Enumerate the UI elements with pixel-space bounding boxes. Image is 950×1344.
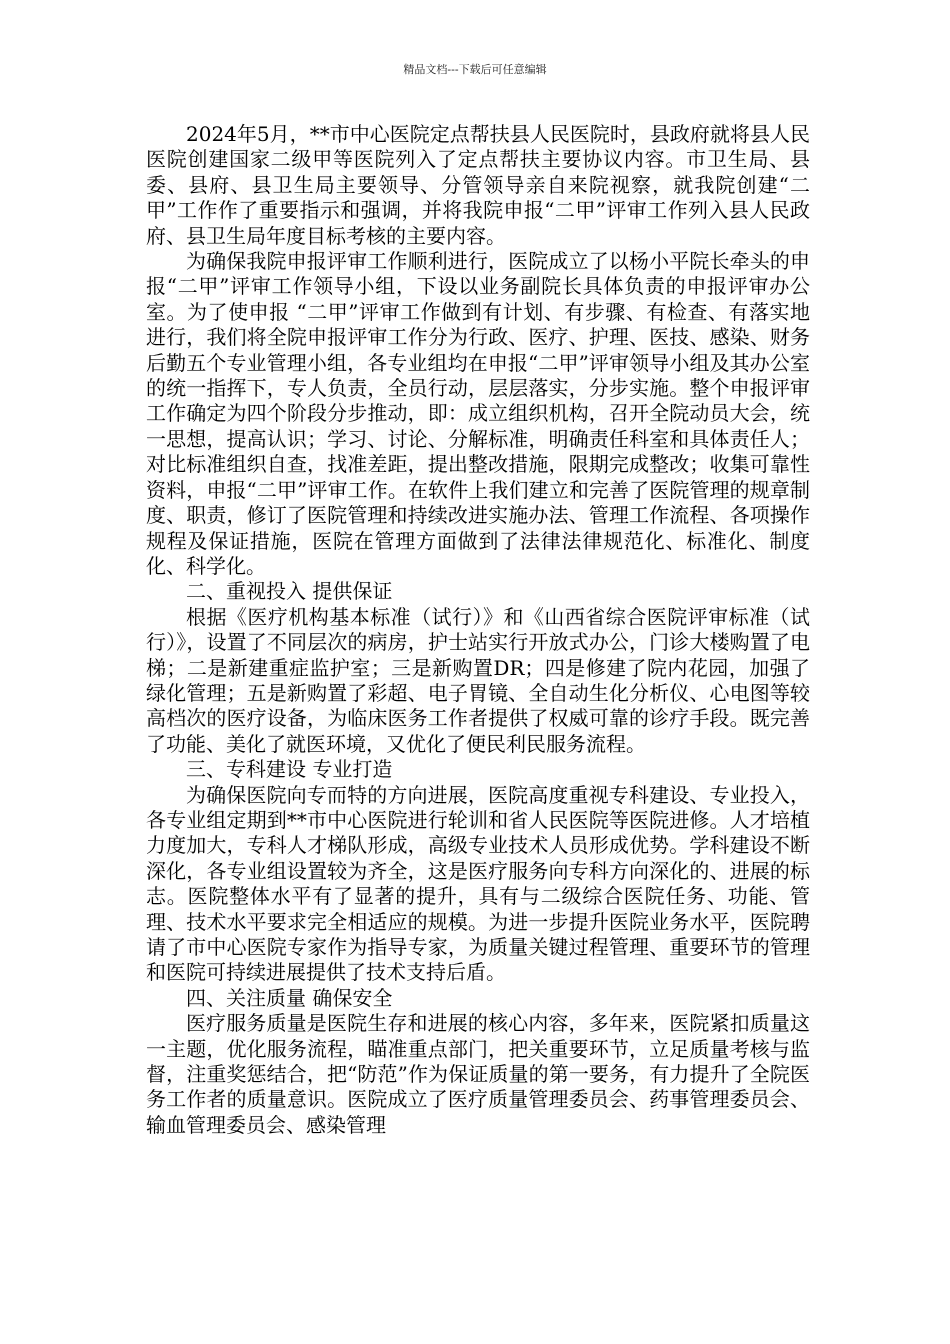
section-heading-investment: 二、重视投入 提供保证 bbox=[186, 579, 393, 604]
paragraph-intro: 2024年5月，**市中心医院定点帮扶县人民医院时，县政府就将县人民医院创建国家二级甲等医院列入了定点帮扶主要协议内容。市卫生局、县委、县府、县卫生局主要领导、分管领导亲自来院视察，就我院创建“二甲”工作作了重要指示和强调，并将我院申报“二甲”评审工作列入县人民政府、县卫生局年度目标考核的主要内容。 bbox=[146, 122, 810, 248]
page-header: 精品文档---下载后可任意编辑 bbox=[403, 63, 547, 76]
section-heading-specialty: 三、专科建设 专业打造 bbox=[186, 757, 393, 782]
section-heading-quality: 四、关注质量 确保安全 bbox=[186, 985, 393, 1010]
paragraph-specialty: 为确保医院向专而特的方向进展，医院高度重视专科建设、专业投入，各专业组定期到**市中心医院进行轮训和省人民医院等医院进修。人才培植力度加大，专科人才梯队形成，高级专业技术人员形成优势。学科建设不断深化，各专业组设置较为齐全，这是医疗服务向专科方向深化的、进展的标志。医院整体水平有了显著的提升，具有与二级综合医院任务、功能、管理、技术水平要求完全相适应的规模。为进一步提升医院业务水平，医院聘请了市中心医院专家作为指导专家，为质量关键过程管理、重要环节的管理和医院可持续进展提供了技术支持后盾。 bbox=[146, 782, 810, 985]
paragraph-organization: 为确保我院申报评审工作顺利进行，医院成立了以杨小平院长牵头的申报“二甲”评审工作领导小组，下设以业务副院长具体负责的申报评审办公室。为了使申报 “二甲”评审工作做到有计划、有步骤、有检查、有落实地进行，我们将全院申报评审工作分为行政、医疗、护理、医技、感染、财务后勤五个专业管理小组，各专业组均在申报“二甲”评审领导小组及其办公室的统一指挥下，专人负责，全员行动，层层落实，分步实施。整个申报评审工作确定为四个阶段分步推动，即：成立组织机构，召开全院动员大会，统一思想，提高认识；学习、讨论、分解标准，明确责任科室和具体责任人；对比标准组织自查，找准差距，提出整改措施，限期完成整改；收集可靠性资料，申报“二甲”评审工作。在软件上我们建立和完善了医院管理的规章制度、职责，修订了医院管理和持续改进实施办法、管理工作流程、各项操作规程及保证措施，医院在管理方面做到了法律法律规范化、标准化、制度化、科学化。 bbox=[146, 249, 810, 578]
paragraph-investment: 根据《医疗机构基本标准（试行）》和《山西省综合医院评审标准（试行）》，设置了不同层次的病房，护士站实行开放式办公，门诊大楼购置了电梯；二是新建重症监护室；三是新购置DR；四是修建了院内花园，加强了绿化管理；五是新购置了彩超、电子胃镜、全自动生化分析仪、心电图等较高档次的医疗设备，为临床医务工作者提供了权威可靠的诊疗手段。既完善了功能、美化了就医环境，又优化了便民利民服务流程。 bbox=[146, 604, 810, 756]
paragraph-quality: 医疗服务质量是医院生存和进展的核心内容，多年来，医院紧扣质量这一主题，优化服务流程，瞄准重点部门，把关重要环节，立足质量考核与监督，注重奖惩结合，把“防范”作为保证质量的第一要务，有力提升了全院医务工作者的质量意识。医院成立了医疗质量管理委员会、药事管理委员会、输血管理委员会、感染管理 bbox=[146, 1011, 810, 1137]
document-body bbox=[146, 122, 810, 1138]
